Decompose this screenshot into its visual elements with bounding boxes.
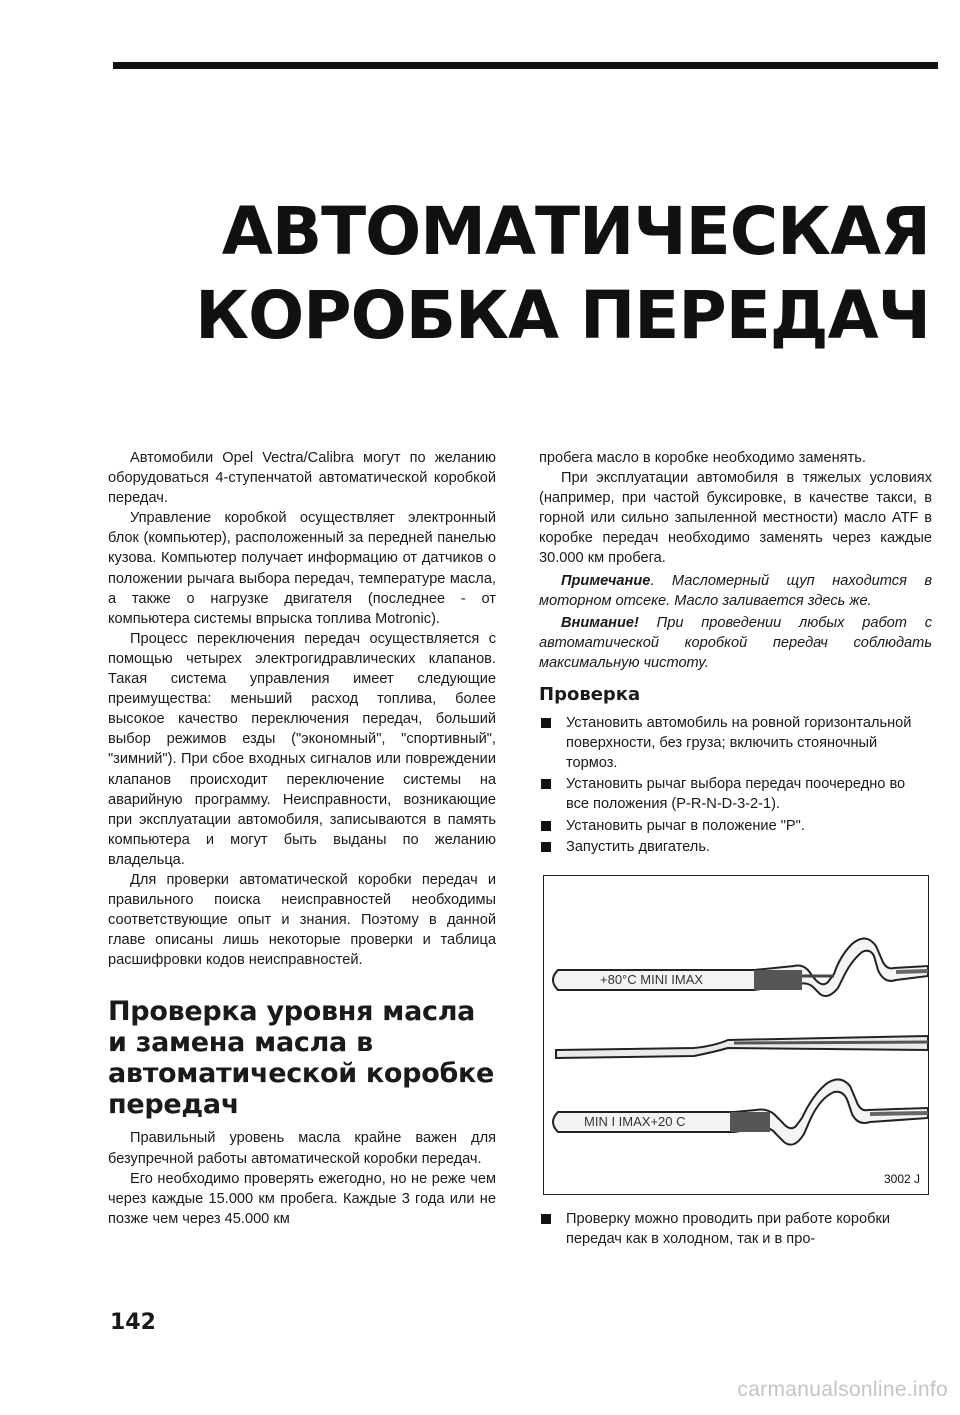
bullet-icon bbox=[541, 842, 551, 852]
list-item-text: Установить рычаг в положение "P". bbox=[566, 817, 805, 834]
left-column bbox=[108, 448, 496, 1229]
watermark: carmanualsonline.info bbox=[737, 1378, 948, 1401]
right-column bbox=[539, 448, 932, 1250]
page-number: 142 bbox=[110, 1310, 156, 1335]
paragraph: Правильный уровень масла крайне важен для безупречной работы автоматической коробки передач. bbox=[108, 1130, 496, 1167]
bullet-icon bbox=[541, 779, 551, 789]
dipstick-figure bbox=[543, 875, 929, 1195]
steps-list bbox=[539, 713, 932, 857]
paragraph: Автомобили Opel Vectra/Calibra могут по желанию оборудоваться 4-ступенчатой автоматической коробкой передач. bbox=[108, 450, 496, 507]
warning-label: Внимание! bbox=[561, 614, 639, 631]
list-item-text: Запустить двигатель. bbox=[566, 838, 710, 855]
warning-paragraph bbox=[539, 613, 932, 673]
dipstick-illustration bbox=[544, 876, 930, 1196]
paragraph: Его необходимо проверять ежегодно, но не реже чем через каждые 15.000 км пробега. Каждые 3 года или не позже чем через 45.000 км bbox=[108, 1170, 496, 1227]
chapter-title bbox=[195, 190, 930, 358]
note-text: . Масломерный щуп находится в моторном отсеке. Масло заливается здесь же. bbox=[539, 572, 932, 609]
list-item-text: Проверку можно проводить при работе коробки передач как в холодном, так и в про- bbox=[566, 1210, 891, 1247]
bullet-icon bbox=[541, 718, 551, 728]
bullet-icon bbox=[541, 1214, 551, 1224]
note-label: Примечание bbox=[561, 572, 651, 589]
warning-text: При проведении любых работ с автоматической коробкой передач соблюдать максимальную чистоту. bbox=[539, 614, 932, 671]
chapter-title-line1: АВТОМАТИЧЕСКАЯ bbox=[221, 193, 930, 270]
steps-list-continued bbox=[539, 1209, 932, 1249]
list-item-text: Установить автомобиль на ровной горизонтальной поверхности, без груза; включить стояночный тормоз. bbox=[566, 715, 912, 772]
section-heading: Проверка уровня масла и замена масла в автоматической коробке передач bbox=[108, 996, 495, 1121]
list-item bbox=[539, 713, 932, 773]
paragraph: Процесс переключения передач осуществляется с помощью четырех электрогидравлических клапанов. Такая система управления имеет следующие преимущества: меньший расход топлива, более высокое качество переключения передач, больший выбор режимов езды ("экономный", "спортивный", "зимний"). При сбое входных сигналов или повреждении клапанов происходит переключение системы на аварийную программу. Неисправности, возникающие при эксплуатации автомобиля, записываются в память компьютера и могут быть выданы по желанию владельца. bbox=[108, 630, 496, 868]
list-item bbox=[539, 837, 932, 857]
list-item bbox=[539, 816, 932, 836]
paragraph: Управление коробкой осуществляет электронный блок (компьютер), расположенный за передней панелью кузова. Компьютер получает информацию от датчиков о положении рычага выбора передач, температуре масла, а также о нагрузке двигателя (последнее - от компьютера системы впрыска топлива Motronic). bbox=[108, 510, 496, 627]
top-rule bbox=[113, 62, 938, 69]
list-item-text: Установить рычаг выбора передач поочередно во все положения (P-R-N-D-3-2-1). bbox=[566, 776, 906, 813]
sub-heading: Проверка bbox=[539, 684, 641, 706]
list-item bbox=[539, 1209, 932, 1249]
list-item bbox=[539, 774, 932, 814]
paragraph: Для проверки автоматической коробки передач и правильного поиска неисправностей необходимы соответствующие опыт и знания. Поэтому в данной главе описаны лишь некоторые проверки и таблица расшифровки кодов неисправностей. bbox=[108, 871, 496, 969]
figure-code: 3002 J bbox=[883, 1171, 920, 1186]
bullet-icon bbox=[541, 821, 551, 831]
figure-top-label: +80°C MINI IMAX bbox=[600, 971, 704, 987]
chapter-title-line2: КОРОБКА ПЕРЕДАЧ bbox=[195, 277, 930, 354]
figure-bottom-label: MIN I IMAX+20 C bbox=[584, 1113, 686, 1129]
paragraph: При эксплуатации автомобиля в тяжелых условиях (например, при частой буксировке, в качестве такси, в горной или сильно запыленной местности) масло ATF в коробке передач необходимо заменять через каждые 30.000 км пробега. bbox=[539, 470, 932, 567]
paragraph: пробега масло в коробке необходимо заменять. bbox=[539, 450, 866, 466]
note-paragraph bbox=[539, 571, 932, 611]
